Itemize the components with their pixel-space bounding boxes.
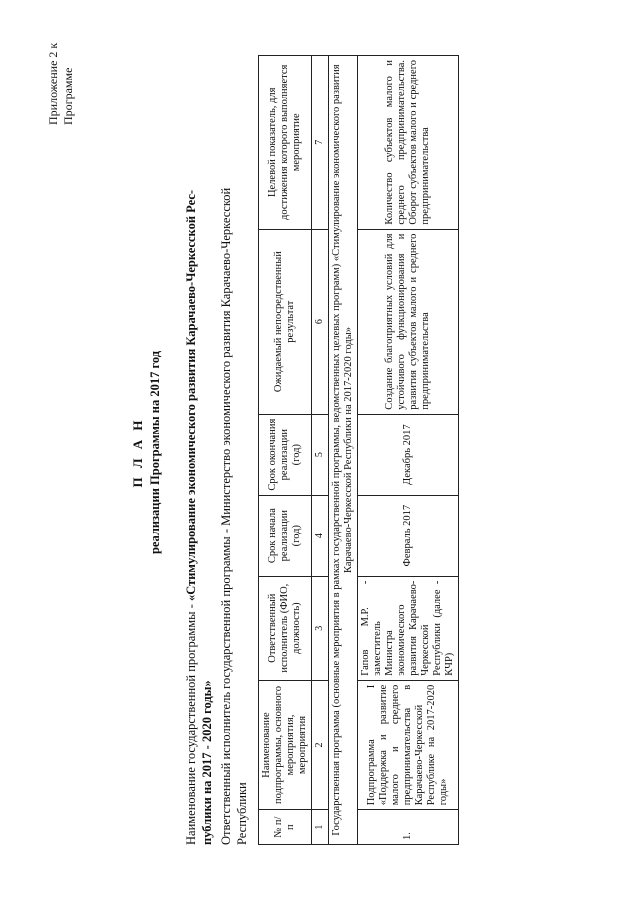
- table-row: [358, 56, 459, 845]
- header-num: № п/п: [259, 810, 312, 845]
- column-number-row: [312, 56, 329, 845]
- column-number: 7: [312, 56, 329, 230]
- column-number: 2: [312, 680, 329, 810]
- header-start: Срок начала реализации (год): [259, 495, 312, 576]
- header-result: Ожидаемый непосредственный результат: [259, 229, 312, 414]
- column-number: 5: [312, 414, 329, 495]
- document-subtitle: реализации Программы на 2017 год: [148, 350, 162, 555]
- column-number: 4: [312, 495, 329, 576]
- row-end: Декабрь 2017: [358, 414, 459, 495]
- header-executor: Ответственный исполнитель (ФИО, должность): [259, 576, 312, 680]
- row-result: Создание благоприятных условий для устойчивого функционирования и развития субъектов малого и среднего предпринимательства: [358, 229, 459, 414]
- table-header-row: [259, 56, 312, 845]
- header-indicator: Целевой показатель, для достижения которого выполняется мероприятие: [259, 56, 312, 230]
- plan-table: [258, 55, 459, 845]
- column-number: 1: [312, 810, 329, 845]
- executor-line-2: Республики: [235, 782, 249, 845]
- program-name-line: [183, 25, 199, 845]
- document-title: П Л А Н: [130, 417, 145, 488]
- row-num: 1.: [358, 810, 459, 845]
- section-row: [329, 56, 358, 845]
- row-executor: Гапов М.Р. - заместитель Министра экономического развития Карачаево-Черкесской Республики (далее - КЧР): [358, 576, 459, 680]
- section-title: Государственная программа (основные мероприятия в рамках государственной программы, ведомственных целевых программ) «Стимулирование экономического развития Карачаево-Черкесской Республики на 2017-2020 годы»: [329, 56, 358, 845]
- row-name: Подпрограмма I «Поддержка и развитие малого и среднего предпринимательства в Карачаево-Черкесской Республике на 2017-2020 годы»: [358, 680, 459, 810]
- header-name: Наименование подпрограммы, основного мероприятия, мероприятия: [259, 680, 312, 810]
- header-end: Срок окончания реализации (год): [259, 414, 312, 495]
- row-indicator: Количество субъектов малого и среднего предпринимательства. Оборот субъектов малого и среднего предпринимательства: [358, 56, 459, 230]
- column-number: 3: [312, 576, 329, 680]
- program-name-prefix: Наименование государственной программы -: [184, 601, 198, 845]
- executor-line-1: Ответственный исполнитель государственной программы - Министерство экономического развития Карачаево-Черкесской: [219, 187, 233, 845]
- program-name-bold-1: «Стимулирование экономического развития Карачаево-Черкесской Рес-: [184, 189, 198, 602]
- row-start: Февраль 2017: [358, 495, 459, 576]
- column-number: 6: [312, 229, 329, 414]
- appendix-label: Приложение 2 к Программе: [46, 42, 75, 125]
- program-name-bold-2: публики на 2017 - 2020 годы»: [200, 680, 214, 845]
